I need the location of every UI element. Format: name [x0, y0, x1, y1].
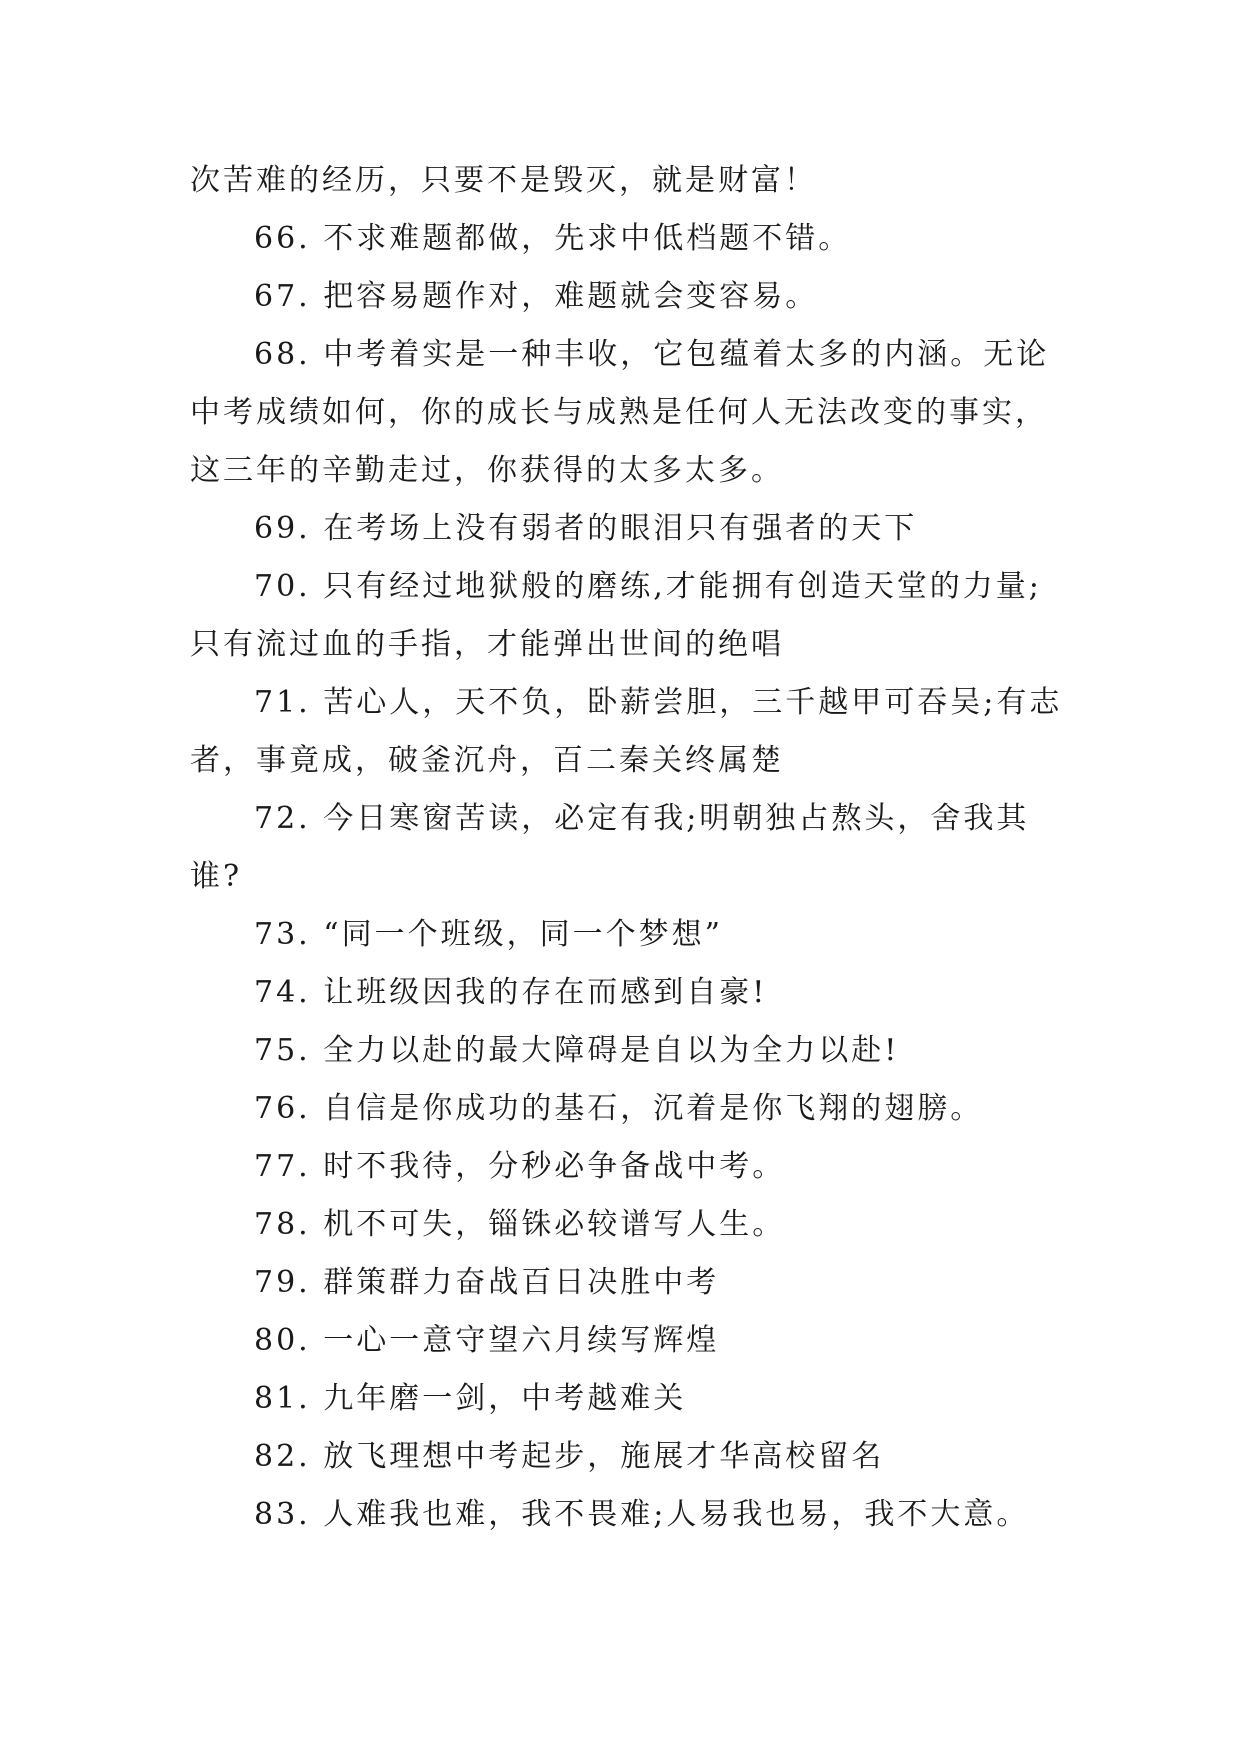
list-item-71: 71. 苦心人，天不负，卧薪尝胆，三千越甲可吞吴;有志者，事竟成，破釜沉舟，百二秦关终属楚	[190, 685, 1063, 778]
list-item-74: 74. 让班级因我的存在而感到自豪!	[254, 975, 768, 1010]
list-item-81: 81. 九年磨一剑，中考越难关	[254, 1381, 687, 1416]
body-text	[190, 152, 1070, 1544]
paragraph-continuation: 次苦难的经历，只要不是毁灭，就是财富！	[190, 163, 817, 198]
list-item-75: 75. 全力以赴的最大障碍是自以为全力以赴!	[254, 1033, 900, 1068]
list-item-83: 83. 人难我也难，我不畏难;人易我也易，我不大意。	[254, 1497, 1030, 1532]
list-item-73: 73. “同一个班级，同一个梦想”	[254, 917, 723, 952]
list-item-67: 67. 把容易题作对，难题就会变容易。	[254, 279, 819, 314]
list-item-66: 66. 不求难题都做，先求中低档题不错。	[254, 221, 852, 256]
list-item-68: 68. 中考着实是一种丰收，它包蕴着太多的内涵。无论中考成绩如何，你的成长与成熟是任何人无法改变的事实，这三年的辛勤走过，你获得的太多太多。	[190, 337, 1050, 488]
list-item-69: 69. 在考场上没有弱者的眼泪只有强者的天下	[254, 511, 918, 546]
list-item-72: 72. 今日寒窗苦读，必定有我;明朝独占熬头，舍我其谁?	[190, 801, 1030, 894]
list-item-76: 76. 自信是你成功的基石，沉着是你飞翔的翅膀。	[254, 1091, 984, 1126]
list-item-77: 77. 时不我待，分秒必争备战中考。	[254, 1149, 786, 1184]
list-item-80: 80. 一心一意守望六月续写辉煌	[254, 1323, 720, 1358]
list-item-70: 70. 只有经过地狱般的磨练,才能拥有创造天堂的力量;只有流过血的手指，才能弹出世间的绝唱	[190, 569, 1042, 662]
list-item-78: 78. 机不可失，锱铢必较谱写人生。	[254, 1207, 786, 1242]
list-item-82: 82. 放飞理想中考起步，施展才华高校留名	[254, 1439, 885, 1474]
list-item-79: 79. 群策群力奋战百日决胜中考	[254, 1265, 720, 1300]
